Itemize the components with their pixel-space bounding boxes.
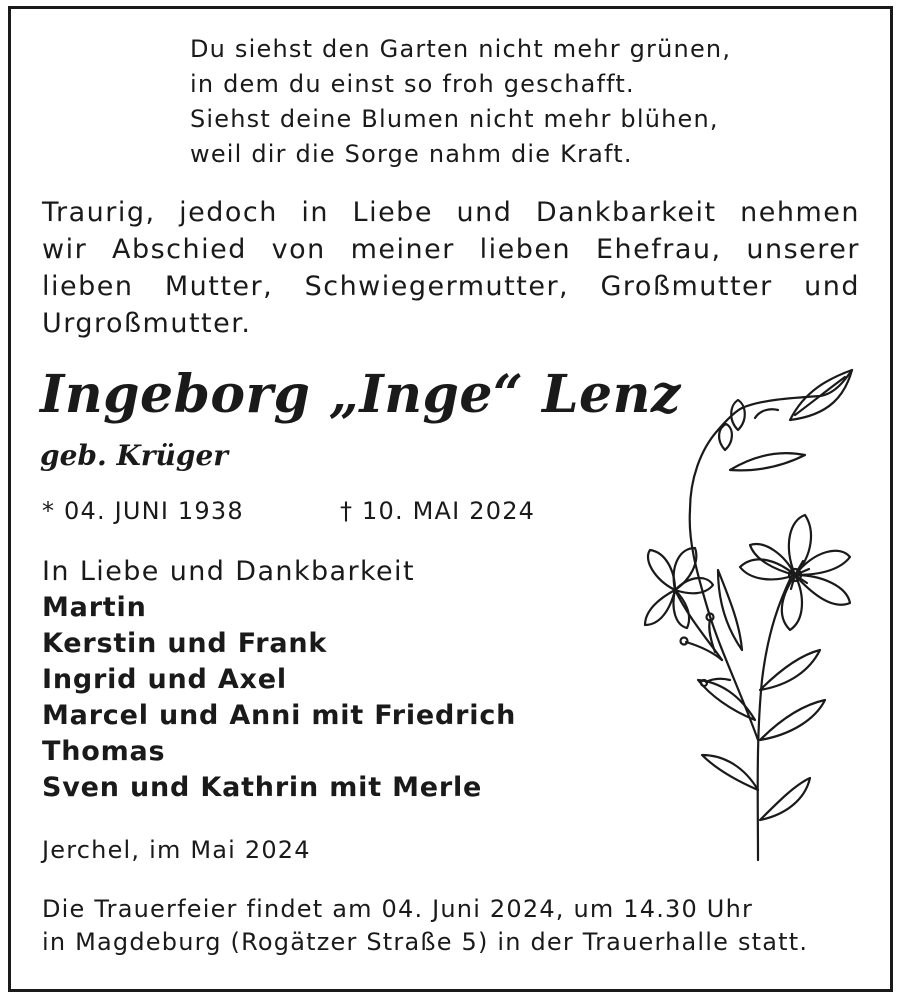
- poem: [190, 32, 731, 172]
- mourner: Kerstin und Frank: [42, 628, 328, 659]
- ceremony-info: [42, 893, 808, 959]
- mourner: Ingrid und Axel: [42, 664, 287, 695]
- birth-date: * 04. JUNI 1938: [42, 497, 244, 525]
- mourners-list: [42, 590, 516, 806]
- intro-line: Traurig, jedoch in Liebe und Dankbarkeit nehmen: [42, 197, 860, 228]
- poem-line: Du siehst den Garten nicht mehr grünen,: [190, 35, 732, 63]
- poem-line: Siehst deine Blumen nicht mehr blühen,: [190, 105, 719, 133]
- intro-line: Urgroßmutter.: [42, 308, 252, 339]
- place-date: Jerchel, im Mai 2024: [42, 836, 311, 864]
- ceremony-line: Die Trauerfeier findet am 04. Juni 2024, um 14.30 Uhr: [42, 895, 754, 923]
- mourner: Martin: [42, 592, 147, 623]
- flower-illustration: [630, 360, 870, 870]
- poem-line: in dem du einst so froh geschafft.: [190, 70, 635, 98]
- intro-line: lieben Mutter, Schwiegermutter, Großmutter und: [42, 271, 860, 302]
- ceremony-line: in Magdeburg (Rogätzer Straße 5) in der Trauerhalle statt.: [42, 928, 809, 956]
- mourner: Thomas: [42, 736, 166, 767]
- death-date: † 10. MAI 2024: [340, 497, 536, 525]
- mourner: Sven und Kathrin mit Merle: [42, 772, 483, 803]
- poem-line: weil dir die Sorge nahm die Kraft.: [190, 140, 633, 168]
- intro-text: [42, 194, 860, 342]
- birth-name: geb. Krüger: [40, 439, 229, 472]
- signoff: In Liebe und Dankbarkeit: [42, 556, 415, 587]
- deceased-name: Ingeborg „Inge“ Lenz: [40, 364, 681, 425]
- intro-line: wir Abschied von meiner lieben Ehefrau, unserer: [42, 234, 860, 265]
- mourner: Marcel und Anni mit Friedrich: [42, 700, 517, 731]
